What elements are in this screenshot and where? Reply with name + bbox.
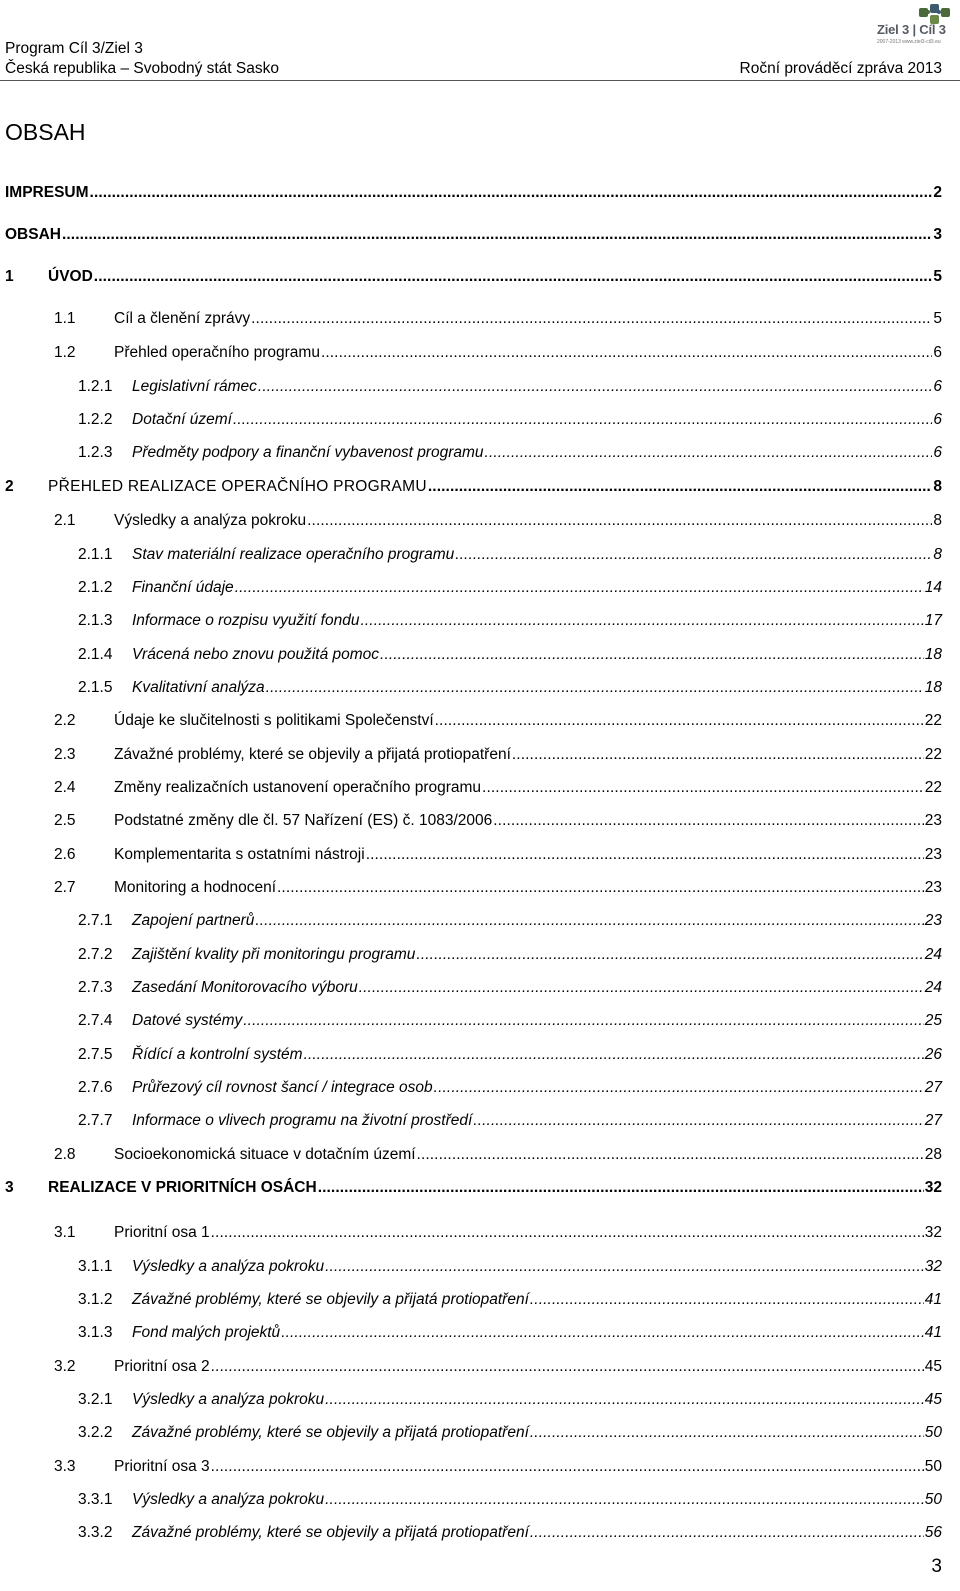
toc-entry-title: Závažné problémy, které se objevily a přijatá protiopatření	[132, 1291, 529, 1308]
toc-dot-leader	[318, 1179, 924, 1197]
toc-entry-title: Údaje ke slučitelnosti s politikami Společenství	[114, 712, 434, 729]
toc-entry-number: 2.7.5	[78, 1046, 113, 1063]
toc-entry[interactable]	[78, 640, 942, 664]
toc-dot-leader	[417, 1146, 924, 1164]
toc-dot-leader	[94, 268, 933, 286]
toc-entry-page: 18	[924, 646, 942, 663]
toc-entry-title: Řídící a kontrolní systém	[132, 1046, 303, 1063]
toc-entry-page: 27	[924, 1112, 942, 1129]
toc-entry[interactable]	[78, 540, 942, 564]
toc-entry-number: 2.4	[54, 779, 76, 796]
toc-entry-title: Závažné problémy, které se objevily a přijatá protiopatření	[114, 746, 511, 763]
toc-entry-page: 22	[924, 779, 942, 796]
toc-entry-title: Datové systémy	[132, 1012, 243, 1029]
toc-entry[interactable]	[78, 438, 942, 462]
toc-entry-number: 3.1.1	[78, 1258, 113, 1275]
toc-entry[interactable]	[78, 1252, 942, 1276]
toc-entry-title: Průřezový cíl rovnost šancí / integrace osob	[132, 1079, 433, 1096]
toc-entry[interactable]	[5, 262, 942, 286]
toc-entry-title: Legislativní rámec	[132, 378, 257, 395]
toc-entry-page: 22	[924, 746, 942, 763]
toc-entry-page: 5	[933, 268, 942, 285]
toc-entry[interactable]	[5, 220, 942, 244]
toc-entry-page: 2	[933, 184, 942, 201]
toc-dot-leader	[321, 344, 932, 362]
toc-entry[interactable]	[54, 506, 942, 530]
toc-entry-page: 23	[924, 812, 942, 829]
toc-dot-leader	[493, 812, 924, 830]
toc-entry-page: 24	[924, 979, 942, 996]
toc-dot-leader	[416, 946, 923, 964]
toc-dot-leader	[266, 679, 924, 697]
toc-entry-number: 2.1.2	[78, 579, 113, 596]
toc-dot-leader	[530, 1424, 924, 1442]
toc-dot-leader	[211, 1358, 924, 1376]
toc-entry-number: 3.3.2	[78, 1524, 113, 1541]
toc-entry-page: 6	[933, 444, 942, 461]
toc-dot-leader	[435, 712, 924, 730]
toc-dot-leader	[258, 378, 932, 396]
toc-dot-leader	[304, 1046, 924, 1064]
toc-entry[interactable]	[5, 1173, 942, 1197]
toc-entry-title: Finanční údaje	[132, 579, 234, 596]
toc-dot-leader	[359, 979, 924, 997]
toc-entry-title: Závažné problémy, které se objevily a přijatá protiopatření	[132, 1424, 529, 1441]
toc-entry[interactable]	[78, 1006, 942, 1030]
toc-dot-leader	[307, 512, 932, 530]
toc-dot-leader	[233, 411, 932, 429]
toc-entry-number: 3.2	[54, 1358, 76, 1375]
toc-entry-number: 2.7.6	[78, 1079, 113, 1096]
toc-entry[interactable]	[54, 706, 942, 730]
toc-entry[interactable]	[78, 1518, 942, 1542]
toc-entry-title: Prioritní osa 3	[114, 1458, 210, 1475]
toc-entry-page: 18	[924, 679, 942, 696]
toc-dot-leader	[325, 1391, 924, 1409]
toc-entry[interactable]	[54, 1352, 942, 1376]
toc-entry-page: 45	[924, 1391, 942, 1408]
toc-entry-number: 3.2.1	[78, 1391, 113, 1408]
toc-entry[interactable]	[54, 840, 942, 864]
toc-entry-title: Monitoring a hodnocení	[114, 879, 277, 896]
toc-dot-leader	[90, 184, 933, 202]
toc-entry-title: Cíl a členění zprávy	[114, 310, 251, 327]
toc-entry-number: 2.6	[54, 846, 76, 863]
toc-entry[interactable]	[78, 673, 942, 697]
toc-dot-leader	[62, 226, 932, 244]
logo-text: Ziel 3 | Cíl 3	[877, 22, 946, 37]
toc-entry[interactable]	[54, 1452, 942, 1476]
toc-entry-title: Prioritní osa 2	[114, 1358, 210, 1375]
toc-entry[interactable]	[54, 806, 942, 830]
toc-entry-title: ÚVOD	[48, 268, 93, 285]
toc-entry-title: Zasedání Monitorovacího výboru	[132, 979, 358, 996]
toc-entry-title: Stav materiální realizace operačního programu	[132, 546, 455, 563]
toc-entry-page: 45	[924, 1358, 942, 1375]
toc-entry-title: Zajištění kvality při monitoringu programu	[132, 946, 416, 963]
toc-entry-number: 1.2.2	[78, 411, 113, 428]
region-name: Česká republika – Svobodný stát Sasko	[5, 60, 279, 77]
toc-entry[interactable]	[78, 1040, 942, 1064]
toc-entry-number: 3.1	[54, 1224, 76, 1241]
toc-entry-number: 3.1.3	[78, 1324, 113, 1341]
toc-entry-title: Prioritní osa 1	[114, 1224, 210, 1241]
header-divider	[0, 80, 960, 81]
toc-entry[interactable]	[78, 940, 942, 964]
toc-entry-title: REALIZACE V PRIORITNÍCH OSÁCH	[48, 1179, 317, 1196]
toc-entry-title: Výsledky a analýza pokroku	[114, 512, 307, 529]
toc-entry[interactable]	[54, 1140, 942, 1164]
toc-entry-number: 2.7.2	[78, 946, 113, 963]
toc-dot-leader	[235, 579, 924, 597]
toc-entry[interactable]	[54, 1218, 942, 1242]
toc-entry-title: Vrácená nebo znovu použitá pomoc	[132, 646, 380, 663]
toc-entry-title: IMPRESUM	[5, 184, 89, 201]
toc-dot-leader	[211, 1224, 924, 1242]
toc-entry-title: OBSAH	[5, 226, 61, 243]
toc-entry-number: 3.3.1	[78, 1491, 113, 1508]
toc-entry-number: 1.1	[54, 310, 76, 327]
toc-dot-leader	[455, 546, 932, 564]
toc-entry-page: 17	[924, 612, 942, 629]
toc-entry-number: 2.2	[54, 712, 76, 729]
toc-entry[interactable]	[5, 472, 942, 496]
toc-dot-leader	[277, 879, 924, 897]
toc-dot-leader	[530, 1291, 924, 1309]
toc-entry-page: 8	[933, 546, 942, 563]
toc-dot-leader	[366, 846, 924, 864]
toc-entry-number: 3	[5, 1179, 14, 1196]
toc-entry-title: Podstatné změny dle čl. 57 Nařízení (ES) č. 1083/2006	[114, 812, 493, 829]
toc-entry-title: PŘEHLED REALIZACE OPERAČNÍHO PROGRAMU	[48, 478, 427, 495]
toc-entry[interactable]	[78, 906, 942, 930]
toc-entry-title: Přehled operačního programu	[114, 344, 320, 361]
toc-entry[interactable]	[54, 338, 942, 362]
toc-dot-leader	[243, 1012, 923, 1030]
toc-dot-leader	[428, 478, 933, 496]
toc-entry-page: 56	[924, 1524, 942, 1541]
toc-entry-title: Kvalitativní analýza	[132, 679, 265, 696]
toc-entry-page: 23	[924, 846, 942, 863]
toc-entry-number: 1.2	[54, 344, 76, 361]
toc-entry-number: 2	[5, 478, 14, 495]
toc-dot-leader	[255, 912, 923, 930]
toc-entry-number: 2.1.1	[78, 546, 113, 563]
toc-entry[interactable]	[78, 1285, 942, 1309]
toc-entry-title: Informace o vlivech programu na životní prostředí	[132, 1112, 473, 1129]
toc-entry-page: 8	[933, 478, 942, 495]
toc-entry-number: 1	[5, 268, 14, 285]
toc-entry-page: 50	[924, 1424, 942, 1441]
toc-entry-title: Dotační území	[132, 411, 232, 428]
toc-entry[interactable]	[54, 740, 942, 764]
toc-entry-page: 24	[924, 946, 942, 963]
toc-entry-page: 32	[924, 1224, 942, 1241]
toc-entry-title: Výsledky a analýza pokroku	[132, 1491, 325, 1508]
toc-entry-page: 5	[933, 310, 942, 327]
toc-entry-number: 2.7.1	[78, 912, 113, 929]
toc-entry-title: Socioekonomická situace v dotačním území	[114, 1146, 416, 1163]
toc-entry-number: 2.7.7	[78, 1112, 113, 1129]
toc-entry-title: Informace o rozpisu využití fondu	[132, 612, 360, 629]
toc-entry-page: 28	[924, 1146, 942, 1163]
toc-entry-title: Fond malých projektů	[132, 1324, 281, 1341]
toc-entry-page: 3	[933, 226, 942, 243]
toc-entry-number: 2.7	[54, 879, 76, 896]
toc-dot-leader	[485, 444, 933, 462]
toc-entry-title: Předměty podpory a finanční vybavenost programu	[132, 444, 484, 461]
toc-entry-number: 1.2.1	[78, 378, 113, 395]
toc-entry[interactable]	[54, 773, 942, 797]
toc-entry[interactable]	[78, 1485, 942, 1509]
toc-dot-leader	[360, 612, 923, 630]
toc-entry[interactable]	[54, 304, 942, 328]
toc-dot-leader	[281, 1324, 924, 1342]
toc-entry-page: 50	[924, 1458, 942, 1475]
toc-entry[interactable]	[78, 973, 942, 997]
toc-entry[interactable]	[54, 873, 942, 897]
toc-entry-number: 2.1.4	[78, 646, 113, 663]
toc-dot-leader	[325, 1491, 924, 1509]
toc-entry-number: 2.3	[54, 746, 76, 763]
toc-entry[interactable]	[5, 178, 942, 202]
toc-entry-page: 25	[924, 1012, 942, 1029]
toc-entry-number: 2.1.5	[78, 679, 113, 696]
toc-entry-number: 2.1	[54, 512, 76, 529]
program-logo	[875, 2, 955, 52]
toc-entry-title: Závažné problémy, které se objevily a přijatá protiopatření	[132, 1524, 529, 1541]
toc-entry[interactable]	[78, 1418, 942, 1442]
toc-entry-title: Změny realizačních ustanovení operačního programu	[114, 779, 482, 796]
toc-entry-title: Komplementarita s ostatními nástroji	[114, 846, 365, 863]
toc-dot-leader	[530, 1524, 924, 1542]
toc-entry[interactable]	[78, 1106, 942, 1130]
toc-dot-leader	[325, 1258, 924, 1276]
toc-entry-page: 26	[924, 1046, 942, 1063]
toc-entry-page: 8	[933, 512, 942, 529]
toc-entry-title: Zapojení partnerů	[132, 912, 255, 929]
toc-entry[interactable]	[78, 1073, 942, 1097]
toc-entry-page: 6	[933, 344, 942, 361]
toc-dot-leader	[380, 646, 924, 664]
toc-entry[interactable]	[78, 1318, 942, 1342]
toc-entry-page: 14	[924, 579, 942, 596]
toc-entry-page: 23	[924, 879, 942, 896]
toc-entry[interactable]	[78, 372, 942, 396]
report-name: Roční prováděcí zpráva 2013	[739, 60, 942, 77]
toc-entry-number: 3.2.2	[78, 1424, 113, 1441]
toc-entry-number: 2.7.3	[78, 979, 113, 996]
toc-entry-page: 32	[924, 1258, 942, 1275]
toc-entry-number: 2.7.4	[78, 1012, 113, 1029]
toc-dot-leader	[473, 1112, 923, 1130]
toc-entry[interactable]	[78, 1385, 942, 1409]
toc-entry-page: 6	[933, 411, 942, 428]
toc-dot-leader	[482, 779, 924, 797]
logo-subtext: 2007-2013 www.ziel3-cil3.eu	[877, 39, 941, 45]
toc-entry-page: 32	[924, 1179, 942, 1196]
toc-dot-leader	[211, 1458, 924, 1476]
toc-entry-page: 50	[924, 1491, 942, 1508]
toc-heading: OBSAH	[5, 119, 86, 145]
toc-entry-page: 22	[924, 712, 942, 729]
toc-dot-leader	[251, 310, 932, 328]
toc-entry-number: 2.1.3	[78, 612, 113, 629]
toc-entry-page: 6	[933, 378, 942, 395]
toc-entry-number: 2.5	[54, 812, 76, 829]
toc-entry-number: 3.1.2	[78, 1291, 113, 1308]
toc-entry-page: 23	[924, 912, 942, 929]
toc-entry-title: Výsledky a analýza pokroku	[132, 1391, 325, 1408]
page-number: 3	[931, 1556, 942, 1577]
program-name: Program Cíl 3/Ziel 3	[5, 40, 143, 57]
toc-entry-title: Výsledky a analýza pokroku	[132, 1258, 325, 1275]
toc-entry-page: 41	[924, 1291, 942, 1308]
toc-entry[interactable]	[78, 405, 942, 429]
toc-entry-page: 41	[924, 1324, 942, 1341]
toc-entry-number: 2.8	[54, 1146, 76, 1163]
toc-dot-leader	[512, 746, 924, 764]
toc-entry-page: 27	[924, 1079, 942, 1096]
toc-entry-number: 3.3	[54, 1458, 76, 1475]
toc-entry[interactable]	[78, 606, 942, 630]
toc-entry[interactable]	[78, 573, 942, 597]
toc-dot-leader	[434, 1079, 924, 1097]
toc-entry-number: 1.2.3	[78, 444, 113, 461]
page-header	[0, 0, 960, 80]
